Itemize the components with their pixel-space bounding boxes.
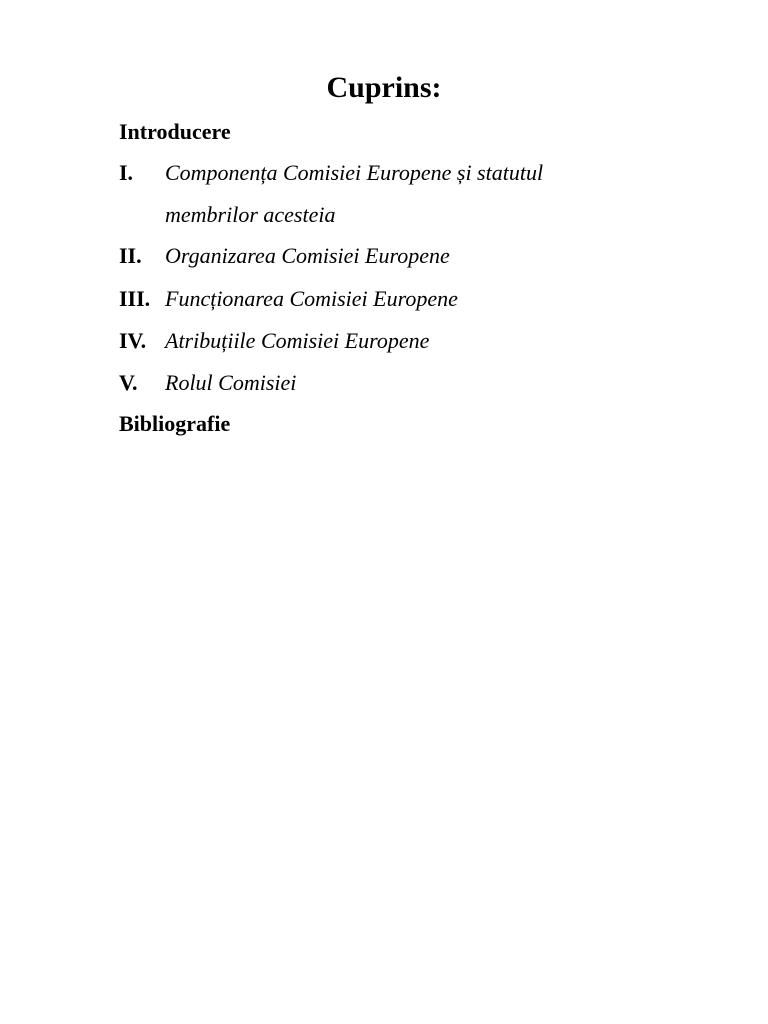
- toc-number-5: V.: [119, 370, 138, 395]
- toc-entry-2: Organizarea Comisiei Europene: [165, 243, 450, 268]
- toc-bibliography: Bibliografie: [119, 411, 231, 436]
- toc-introduction: Introducere: [119, 119, 231, 144]
- toc-number-3: III.: [119, 286, 151, 311]
- toc-entry-5: Rolul Comisiei: [165, 370, 297, 395]
- toc-number-4: IV.: [119, 328, 147, 353]
- toc-number-1: I.: [119, 160, 134, 185]
- toc-number-2: II.: [119, 243, 142, 268]
- toc-entry-4: Atribuțiile Comisiei Europene: [165, 328, 430, 353]
- toc-entry-1-line-2: membrilor acesteia: [165, 202, 336, 227]
- toc-entry-3: Funcționarea Comisiei Europene: [165, 286, 458, 311]
- page-title: Cuprins:: [326, 71, 442, 104]
- toc-entry-1-line-1: Componența Comisiei Europene și statutul: [165, 160, 544, 185]
